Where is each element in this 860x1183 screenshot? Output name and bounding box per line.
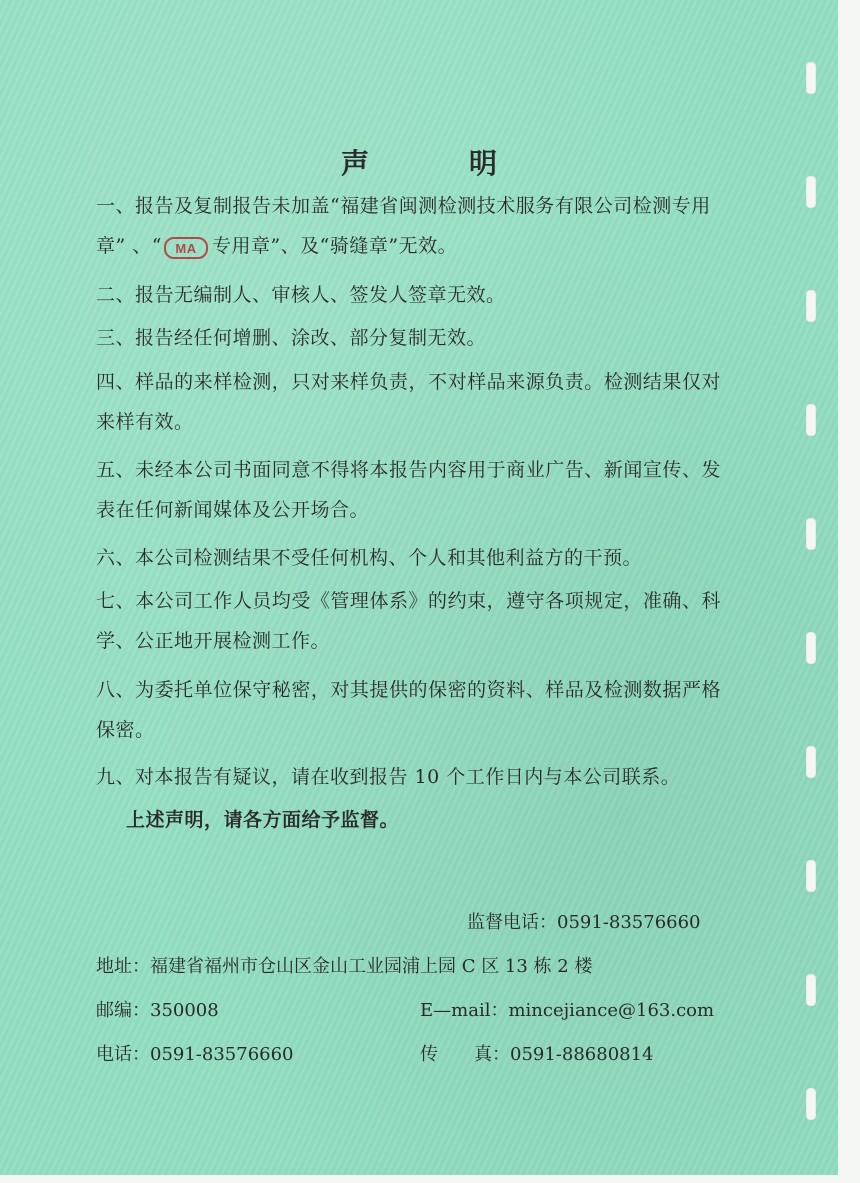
statement-item-7: 七、本公司工作人员均受《管理体系》的约束，遵守各项规定，准确、科学、公正地开展检测工作。 xyxy=(96,590,721,652)
statement-item-5: 五、未经本公司书面同意不得将本报告内容用于商业广告、新闻宣传、发表在任何新闻媒体及公开场合。 xyxy=(96,459,721,521)
statement-item-3: 三、报告经任何增删、涂改、部分复制无效。 xyxy=(96,327,487,349)
binding-hole xyxy=(806,290,816,322)
supervision-phone: 监督电话：0591-83576660 xyxy=(467,912,701,933)
postcode: 邮编：350008 xyxy=(96,1000,219,1021)
cma-stamp-icon xyxy=(164,234,208,258)
binding-hole xyxy=(806,974,816,1006)
binding-hole xyxy=(806,404,816,436)
closing-statement: 上述声明，请各方面给予监督。 xyxy=(126,809,400,831)
binding-hole xyxy=(806,518,816,550)
binding-hole xyxy=(806,62,816,94)
phone: 电话：0591-83576660 xyxy=(96,1044,294,1065)
statement-item-1 xyxy=(96,186,721,266)
statement-item-2: 二、报告无编制人、审核人、签发人签章无效。 xyxy=(96,284,506,306)
binding-hole xyxy=(806,1088,816,1120)
statement-text: 一、报告及复制报告未加盖“福建省闽测检测技术服务有限公司检测专用 xyxy=(96,195,711,217)
statement-item-6: 六、本公司检测结果不受任何机构、个人和其他利益方的干预。 xyxy=(96,547,643,569)
page-title: 声 明 xyxy=(340,147,533,180)
binding-hole xyxy=(806,632,816,664)
statement-item-8: 八、为委托单位保守秘密，对其提供的保密的资料、样品及检测数据严格保密。 xyxy=(96,679,721,741)
stamp-lettering: MA xyxy=(175,240,197,256)
email: E—mail：mincejiance@163.com xyxy=(420,1000,715,1021)
binding-hole xyxy=(806,746,816,778)
statement-item-9: 九、对本报告有疑议，请在收到报告 10 个工作日内与本公司联系。 xyxy=(96,766,681,788)
fax: 传 真：0591-88680814 xyxy=(420,1044,654,1065)
statement-item-4: 四、样品的来样检测，只对来样负责，不对样品来源负责。检测结果仅对来样有效。 xyxy=(96,371,721,433)
address: 地址：福建省福州市仓山区金山工业园浦上园 C 区 13 栋 2 楼 xyxy=(96,956,593,977)
binding-hole xyxy=(806,860,816,892)
statement-text: 专用章”、及“骑缝章”无效。 xyxy=(211,235,458,257)
statement-text: 章” 、“ xyxy=(96,235,162,257)
